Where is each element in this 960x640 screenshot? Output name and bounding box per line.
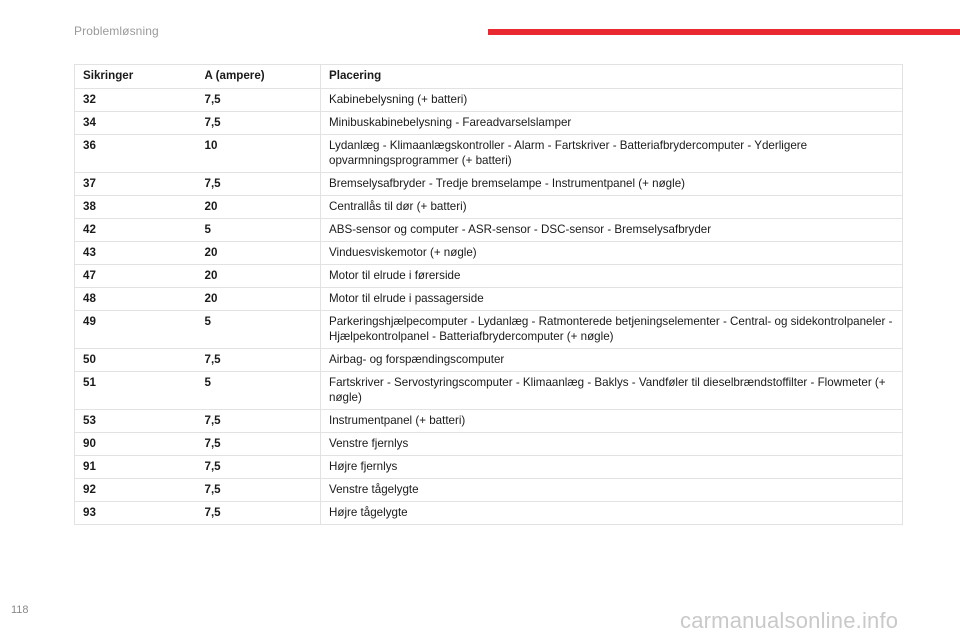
table-row <box>75 112 903 135</box>
ampere-cell: 5 <box>197 372 321 410</box>
location-cell: Instrumentpanel (+ batteri) <box>321 410 903 433</box>
location-cell: Centrallås til dør (+ batteri) <box>321 196 903 219</box>
location-cell: Venstre tågelygte <box>321 479 903 502</box>
ampere-cell: 7,5 <box>197 112 321 135</box>
fuse-table-body <box>75 89 903 525</box>
column-header-location: Placering <box>321 65 903 89</box>
table-row <box>75 265 903 288</box>
fuse-number-cell: 49 <box>75 311 197 349</box>
fuse-number-cell: 91 <box>75 456 197 479</box>
ampere-cell: 20 <box>197 242 321 265</box>
ampere-cell: 7,5 <box>197 433 321 456</box>
table-row <box>75 242 903 265</box>
fuse-number-cell: 47 <box>75 265 197 288</box>
fuse-number-cell: 48 <box>75 288 197 311</box>
ampere-cell: 10 <box>197 135 321 173</box>
table-header-row <box>75 65 903 89</box>
ampere-cell: 7,5 <box>197 456 321 479</box>
fuse-number-cell: 42 <box>75 219 197 242</box>
section-title: Problemløsning <box>74 24 159 38</box>
ampere-cell: 7,5 <box>197 173 321 196</box>
fuse-number-cell: 92 <box>75 479 197 502</box>
ampere-cell: 20 <box>197 265 321 288</box>
location-cell: Minibuskabinebelysning - Fareadvarselslamper <box>321 112 903 135</box>
fuse-number-cell: 36 <box>75 135 197 173</box>
location-cell: Bremselysafbryder - Tredje bremselampe - Instrumentpanel (+ nøgle) <box>321 173 903 196</box>
table-row <box>75 502 903 525</box>
table-row <box>75 456 903 479</box>
fuse-number-cell: 50 <box>75 349 197 372</box>
location-cell: Kabinebelysning (+ batteri) <box>321 89 903 112</box>
location-cell: Lydanlæg - Klimaanlægskontroller - Alarm - Fartskriver - Batteriafbrydercomputer - Yderligere opvarmningsprogrammer (+ batteri) <box>321 135 903 173</box>
table-row <box>75 479 903 502</box>
table-row <box>75 196 903 219</box>
table-row <box>75 135 903 173</box>
fuse-number-cell: 90 <box>75 433 197 456</box>
column-header-fuse: Sikringer <box>75 65 197 89</box>
fuse-number-cell: 38 <box>75 196 197 219</box>
column-header-ampere: A (ampere) <box>197 65 321 89</box>
location-cell: Motor til elrude i passagerside <box>321 288 903 311</box>
page-number: 118 <box>11 604 29 616</box>
table-row <box>75 219 903 242</box>
location-cell: Højre tågelygte <box>321 502 903 525</box>
ampere-cell: 7,5 <box>197 502 321 525</box>
location-cell: Motor til elrude i førerside <box>321 265 903 288</box>
ampere-cell: 20 <box>197 196 321 219</box>
location-cell: Fartskriver - Servostyringscomputer - Klimaanlæg - Baklys - Vandføler til dieselbrændstoffilter - Flowmeter (+ nøgle) <box>321 372 903 410</box>
section-accent-bar <box>488 29 960 35</box>
location-cell: Airbag- og forspændingscomputer <box>321 349 903 372</box>
fuse-number-cell: 32 <box>75 89 197 112</box>
ampere-cell: 20 <box>197 288 321 311</box>
table-row <box>75 311 903 349</box>
ampere-cell: 7,5 <box>197 410 321 433</box>
location-cell: Venstre fjernlys <box>321 433 903 456</box>
fuse-number-cell: 51 <box>75 372 197 410</box>
location-cell: Højre fjernlys <box>321 456 903 479</box>
table-row <box>75 410 903 433</box>
table-row <box>75 89 903 112</box>
table-row <box>75 173 903 196</box>
fuse-number-cell: 43 <box>75 242 197 265</box>
location-cell: Parkeringshjælpecomputer - Lydanlæg - Ratmonterede betjeningselementer - Central- og sidekontrolpaneler - Hjælpekontrolpanel - Batteriafbrydercomputer (+ nøgle) <box>321 311 903 349</box>
fuse-table <box>74 64 903 525</box>
location-cell: ABS-sensor og computer - ASR-sensor - DSC-sensor - Bremselysafbryder <box>321 219 903 242</box>
fuse-number-cell: 53 <box>75 410 197 433</box>
table-row <box>75 288 903 311</box>
fuse-number-cell: 37 <box>75 173 197 196</box>
ampere-cell: 7,5 <box>197 89 321 112</box>
fuse-number-cell: 93 <box>75 502 197 525</box>
table-row <box>75 372 903 410</box>
table-row <box>75 349 903 372</box>
watermark: carmanualsonline.info <box>680 608 899 633</box>
ampere-cell: 7,5 <box>197 349 321 372</box>
location-cell: Vinduesviskemotor (+ nøgle) <box>321 242 903 265</box>
ampere-cell: 7,5 <box>197 479 321 502</box>
table-row <box>75 433 903 456</box>
ampere-cell: 5 <box>197 219 321 242</box>
fuse-number-cell: 34 <box>75 112 197 135</box>
ampere-cell: 5 <box>197 311 321 349</box>
